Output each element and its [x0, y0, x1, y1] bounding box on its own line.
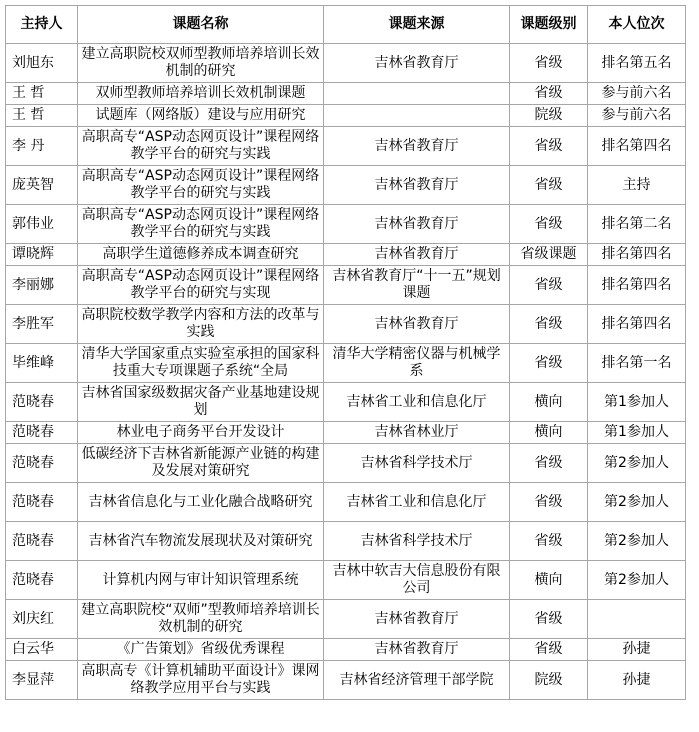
cell-source: 吉林省科学技术厅 [324, 444, 510, 483]
cell-rank: 参与前六名 [588, 105, 686, 127]
cell-rank: 孙捷 [588, 639, 686, 661]
cell-level: 省级 [510, 444, 588, 483]
cell-host: 王 哲 [6, 105, 78, 127]
cell-host: 郭伟业 [6, 205, 78, 244]
cell-host: 范晓春 [6, 561, 78, 600]
cell-host: 白云华 [6, 639, 78, 661]
table-row [6, 266, 686, 305]
cell-level: 省级 [510, 166, 588, 205]
cell-source: 吉林省教育厅“十一五”规划课题 [324, 266, 510, 305]
table-row [6, 383, 686, 422]
cell-title: 双师型教师培养培训长效机制课题 [78, 83, 324, 105]
cell-title: 计算机内网与审计知识管理系统 [78, 561, 324, 600]
cell-level: 省级 [510, 266, 588, 305]
cell-title: 试题库（网络版）建设与应用研究 [78, 105, 324, 127]
table-row [6, 105, 686, 127]
cell-level: 省级 [510, 483, 588, 522]
cell-source: 吉林省教育厅 [324, 44, 510, 83]
cell-title: 建立高职院校“双师”型教师培养培训长效机制的研究 [78, 600, 324, 639]
cell-title: 建立高职院校双师型教师培养培训长效机制的研究 [78, 44, 324, 83]
cell-title: 高职学生道德修养成本调查研究 [78, 244, 324, 266]
table-row [6, 344, 686, 383]
cell-host: 李 丹 [6, 127, 78, 166]
cell-level: 横向 [510, 561, 588, 600]
cell-rank: 第1参加人 [588, 383, 686, 422]
cell-source: 吉林省科学技术厅 [324, 522, 510, 561]
cell-host: 刘庆红 [6, 600, 78, 639]
cell-level: 院级 [510, 105, 588, 127]
cell-title: 吉林省信息化与工业化融合战略研究 [78, 483, 324, 522]
cell-level: 省级 [510, 522, 588, 561]
cell-source: 吉林省教育厅 [324, 244, 510, 266]
table-row [6, 522, 686, 561]
cell-host: 李胜军 [6, 305, 78, 344]
cell-title: 吉林省国家级数据灾备产业基地建设规划 [78, 383, 324, 422]
table-row [6, 561, 686, 600]
header-source: 课题来源 [324, 6, 510, 44]
cell-source: 吉林省工业和信息化厅 [324, 383, 510, 422]
cell-level: 横向 [510, 422, 588, 444]
cell-title: 《广告策划》省级优秀课程 [78, 639, 324, 661]
header-host: 主持人 [6, 6, 78, 44]
cell-title: 高职高专“ASP动态网页设计”课程网络教学平台的研究与实现 [78, 266, 324, 305]
cell-title: 高职高专“ASP动态网页设计”课程网络教学平台的研究与实践 [78, 166, 324, 205]
cell-source: 吉林省林业厅 [324, 422, 510, 444]
cell-source [324, 83, 510, 105]
cell-rank: 排名第四名 [588, 266, 686, 305]
cell-rank: 排名第一名 [588, 344, 686, 383]
table-row [6, 244, 686, 266]
cell-rank: 第2参加人 [588, 522, 686, 561]
cell-level: 省级课题 [510, 244, 588, 266]
header-title: 课题名称 [78, 6, 324, 44]
table-row [6, 661, 686, 700]
table-body [6, 44, 686, 700]
cell-rank: 排名第四名 [588, 244, 686, 266]
cell-host: 李丽娜 [6, 266, 78, 305]
cell-host: 范晓春 [6, 444, 78, 483]
cell-host: 王 哲 [6, 83, 78, 105]
cell-source [324, 105, 510, 127]
cell-source: 吉林省经济管理干部学院 [324, 661, 510, 700]
cell-source: 吉林省教育厅 [324, 205, 510, 244]
table-row [6, 83, 686, 105]
table-row [6, 205, 686, 244]
cell-host: 范晓春 [6, 483, 78, 522]
cell-rank: 第2参加人 [588, 444, 686, 483]
cell-host: 谭晓辉 [6, 244, 78, 266]
table-row [6, 483, 686, 522]
cell-level: 横向 [510, 383, 588, 422]
cell-source: 吉林省教育厅 [324, 600, 510, 639]
cell-level: 院级 [510, 661, 588, 700]
cell-source: 清华大学精密仪器与机械学系 [324, 344, 510, 383]
cell-title: 吉林省汽车物流发展现状及对策研究 [78, 522, 324, 561]
cell-rank: 排名第五名 [588, 44, 686, 83]
cell-rank: 主持 [588, 166, 686, 205]
cell-rank: 第2参加人 [588, 483, 686, 522]
cell-source: 吉林中软吉大信息股份有限公司 [324, 561, 510, 600]
cell-title: 高职高专《计算机辅助平面设计》课网络教学应用平台与实践 [78, 661, 324, 700]
cell-host: 刘旭东 [6, 44, 78, 83]
table-row [6, 444, 686, 483]
cell-host: 李显萍 [6, 661, 78, 700]
cell-title: 高职院校数学教学内容和方法的改革与实践 [78, 305, 324, 344]
cell-source: 吉林省教育厅 [324, 127, 510, 166]
cell-title: 高职高专“ASP动态网页设计”课程网络教学平台的研究与实践 [78, 127, 324, 166]
cell-level: 省级 [510, 127, 588, 166]
cell-level: 省级 [510, 344, 588, 383]
header-rank: 本人位次 [588, 6, 686, 44]
cell-level: 省级 [510, 44, 588, 83]
cell-host: 范晓春 [6, 522, 78, 561]
cell-source: 吉林省教育厅 [324, 639, 510, 661]
cell-source: 吉林省教育厅 [324, 166, 510, 205]
cell-rank: 排名第二名 [588, 205, 686, 244]
cell-rank [588, 600, 686, 639]
cell-rank: 参与前六名 [588, 83, 686, 105]
cell-source: 吉林省工业和信息化厅 [324, 483, 510, 522]
cell-rank: 第1参加人 [588, 422, 686, 444]
table-row [6, 166, 686, 205]
table-row [6, 127, 686, 166]
cell-level: 省级 [510, 305, 588, 344]
table-row [6, 305, 686, 344]
cell-host: 范晓春 [6, 383, 78, 422]
cell-level: 省级 [510, 83, 588, 105]
cell-title: 低碳经济下吉林省新能源产业链的构建及发展对策研究 [78, 444, 324, 483]
table-row [6, 422, 686, 444]
cell-rank: 排名第四名 [588, 305, 686, 344]
cell-host: 庞英智 [6, 166, 78, 205]
cell-level: 省级 [510, 639, 588, 661]
cell-title: 高职高专“ASP动态网页设计”课程网络教学平台的研究与实践 [78, 205, 324, 244]
header-level: 课题级别 [510, 6, 588, 44]
table-row [6, 44, 686, 83]
cell-title: 清华大学国家重点实验室承担的国家科技重大专项课题子系统“全局 [78, 344, 324, 383]
cell-rank: 排名第四名 [588, 127, 686, 166]
cell-rank: 第2参加人 [588, 561, 686, 600]
cell-source: 吉林省教育厅 [324, 305, 510, 344]
table-row [6, 600, 686, 639]
cell-title: 林业电子商务平台开发设计 [78, 422, 324, 444]
cell-level: 省级 [510, 205, 588, 244]
header-row [6, 6, 686, 44]
cell-rank: 孙捷 [588, 661, 686, 700]
cell-host: 毕维峰 [6, 344, 78, 383]
cell-host: 范晓春 [6, 422, 78, 444]
table-row [6, 639, 686, 661]
research-projects-table [5, 5, 686, 700]
cell-level: 省级 [510, 600, 588, 639]
